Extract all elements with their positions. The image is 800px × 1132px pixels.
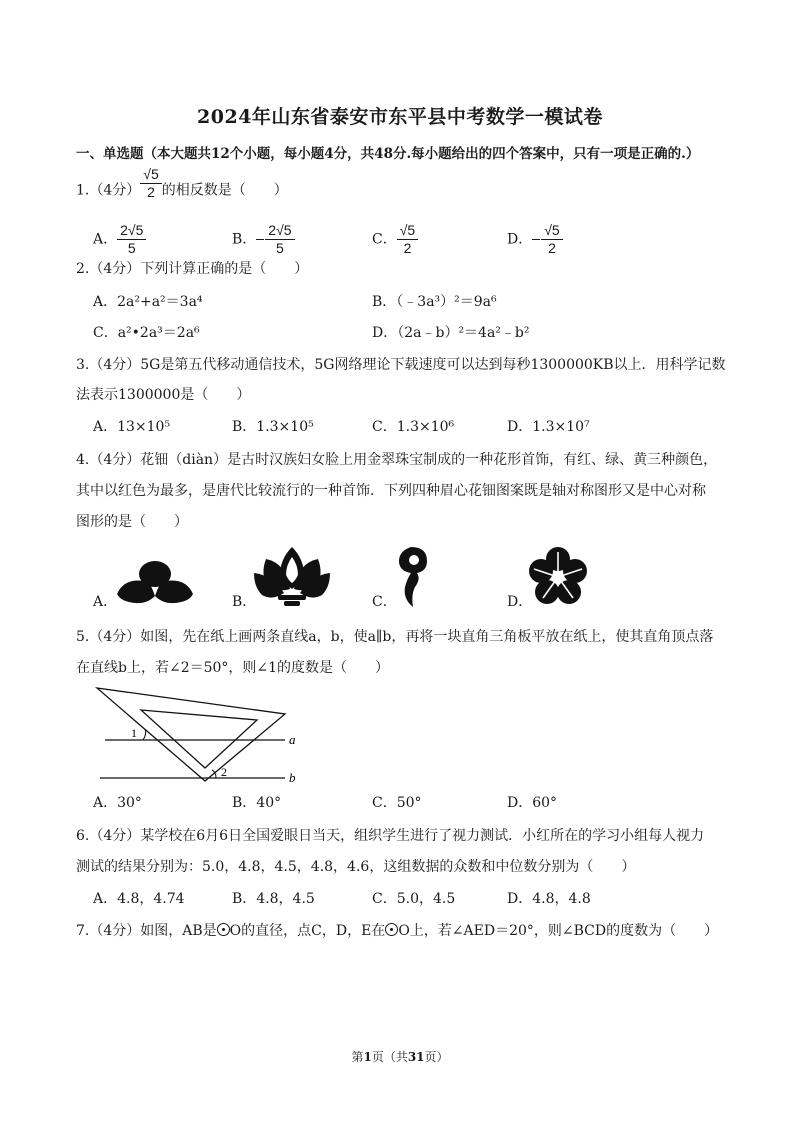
q6-option-c[interactable]: C．5.0，4.5 xyxy=(372,891,456,907)
line-b-label: b xyxy=(289,770,296,785)
question-5-line-1: 5.（4分）如图，先在纸上画两条直线a，b，使a∥b，再将一块直角三角板平放在纸上，使其直角顶点落 xyxy=(76,629,714,645)
q3-option-d[interactable]: D．1.3×10⁷ xyxy=(507,419,590,435)
question-4-line-3: 图形的是（ ） xyxy=(76,514,188,530)
q2-option-a[interactable]: A．2a²+a²＝3a⁴ xyxy=(93,294,203,310)
fraction-denominator: 5 xyxy=(127,240,136,256)
q2-option-b[interactable]: B．（﹣3a³）²＝9a⁶ xyxy=(372,294,497,310)
question-6-line-1: 6.（4分）某学校在6月6日全国爱眼日当天，组织学生进行了视力测试．小红所在的学习小组每人视力 xyxy=(76,828,705,844)
footer-pre: 第 xyxy=(351,1050,364,1064)
circle-o-symbol-icon xyxy=(385,923,398,936)
fraction-numerator: 2√5 xyxy=(265,222,294,240)
question-6-line-2: 测试的结果分别为：5.0，4.8，4.5，4.8，4.6，这组数据的众数和中位数分别为（ ） xyxy=(76,859,636,875)
question-7 xyxy=(76,921,718,941)
footer-total-pages: 31 xyxy=(407,1050,425,1064)
question-2: 2.（4分）下列计算正确的是（ ） xyxy=(76,261,309,277)
fraction-denominator: 2 xyxy=(403,240,412,256)
question-3-line-2: 法表示1300000是（ ） xyxy=(76,387,251,403)
q1-prefix: 1.（4分） xyxy=(76,182,141,199)
huadian-pattern-a-icon xyxy=(115,556,195,608)
q7-text-part-3: O上，若∠AED＝20°，则∠BCD的度数为（ ） xyxy=(398,923,719,939)
fraction-numerator: √5 xyxy=(397,222,418,240)
q1-option-c[interactable] xyxy=(372,222,418,257)
q5-option-a[interactable]: A．30° xyxy=(93,795,142,811)
option-letter: C． xyxy=(372,231,397,248)
q4-option-d[interactable]: D． xyxy=(507,594,533,610)
q1-stem-denominator: 2 xyxy=(147,184,155,200)
minus-sign xyxy=(256,239,264,240)
q4-option-b[interactable]: B． xyxy=(232,594,257,610)
footer-page-number: 1 xyxy=(363,1050,372,1064)
section-heading: 一、单选题（本大题共12个小题，每小题4分，共48分.每小题给出的四个答案中，只有一项是正确的.） xyxy=(76,146,700,162)
circle-o-symbol-icon xyxy=(217,923,230,936)
q5-option-c[interactable]: C．50° xyxy=(372,795,422,811)
angle-2-label: 2 xyxy=(221,765,227,779)
fraction-numerator: √5 xyxy=(541,222,562,240)
q6-option-b[interactable]: B．4.8，4.5 xyxy=(232,891,315,907)
option-letter: D． xyxy=(507,231,533,248)
q3-option-c[interactable]: C．1.3×10⁶ xyxy=(372,419,455,435)
fraction-denominator: 5 xyxy=(276,240,284,256)
page-footer xyxy=(0,1048,800,1065)
huadian-pattern-c-icon xyxy=(393,543,433,609)
angle-1-label: 1 xyxy=(131,726,137,740)
q7-text-part-2: O的直径，点C，D，E在 xyxy=(229,923,386,939)
q1-option-a[interactable] xyxy=(93,222,146,257)
q4-option-c[interactable]: C． xyxy=(372,594,397,610)
q2-option-c[interactable]: C．a²•2a³＝2a⁶ xyxy=(93,325,200,341)
line-a-label: a xyxy=(289,732,296,747)
fraction-numerator: 2√5 xyxy=(117,222,146,240)
huadian-pattern-b-icon xyxy=(252,545,332,607)
footer-mid: 页（共 xyxy=(371,1050,408,1064)
q2-option-d[interactable]: D．（2a﹣b）²＝4a²﹣b² xyxy=(372,325,530,341)
q3-option-a[interactable]: A．13×10⁵ xyxy=(93,419,171,435)
question-4-line-1: 4.（4分）花钿（diàn）是古时汉族妇女脸上用金翠珠宝制成的一种花形首饰，有红、绿、黄三种颜色， xyxy=(76,452,718,468)
minus-sign xyxy=(532,239,540,240)
q1-stem-fraction xyxy=(140,166,161,201)
option-fraction xyxy=(397,222,418,257)
q1-option-b[interactable] xyxy=(232,222,295,257)
question-4-line-2: 其中以红色为最多，是唐代比较流行的一种首饰．下列四种眉心花钿图案既是轴对称图形又是中心对称 xyxy=(76,483,706,499)
option-fraction xyxy=(541,222,562,257)
footer-post: 页） xyxy=(424,1050,449,1064)
fraction-denominator: 2 xyxy=(548,240,556,256)
q6-option-a[interactable]: A．4.8，4.74 xyxy=(93,891,185,907)
question-5-line-2: 在直线b上，若∠2＝50°，则∠1的度数是（ ） xyxy=(76,660,390,676)
q5-option-b[interactable]: B．40° xyxy=(232,795,282,811)
page-title: 2024年山东省泰安市东平县中考数学一模试卷 xyxy=(197,106,603,128)
q4-option-a[interactable]: A． xyxy=(93,594,118,610)
option-fraction xyxy=(117,222,146,257)
q7-text-part-1: 7.（4分）如图，AB是 xyxy=(76,923,217,939)
q3-option-b[interactable]: B．1.3×10⁵ xyxy=(232,419,314,435)
q5-option-d[interactable]: D．60° xyxy=(507,795,558,811)
q1-stem-numerator: √5 xyxy=(140,166,161,184)
huadian-pattern-d-icon xyxy=(527,546,589,608)
parallel-lines-triangle-figure xyxy=(95,684,310,784)
option-fraction xyxy=(265,222,294,257)
option-letter: B． xyxy=(232,231,257,248)
q1-option-d[interactable] xyxy=(507,222,563,257)
question-1 xyxy=(76,166,288,201)
q6-option-d[interactable]: D．4.8，4.8 xyxy=(507,891,591,907)
option-letter: A． xyxy=(93,231,118,248)
q1-suffix: 的相反数是（ ） xyxy=(161,182,288,199)
question-3-line-1: 3.（4分）5G是第五代移动通信技术，5G网络理论下载速度可以达到每秒1300000KB以上．用科学记数 xyxy=(76,357,726,373)
